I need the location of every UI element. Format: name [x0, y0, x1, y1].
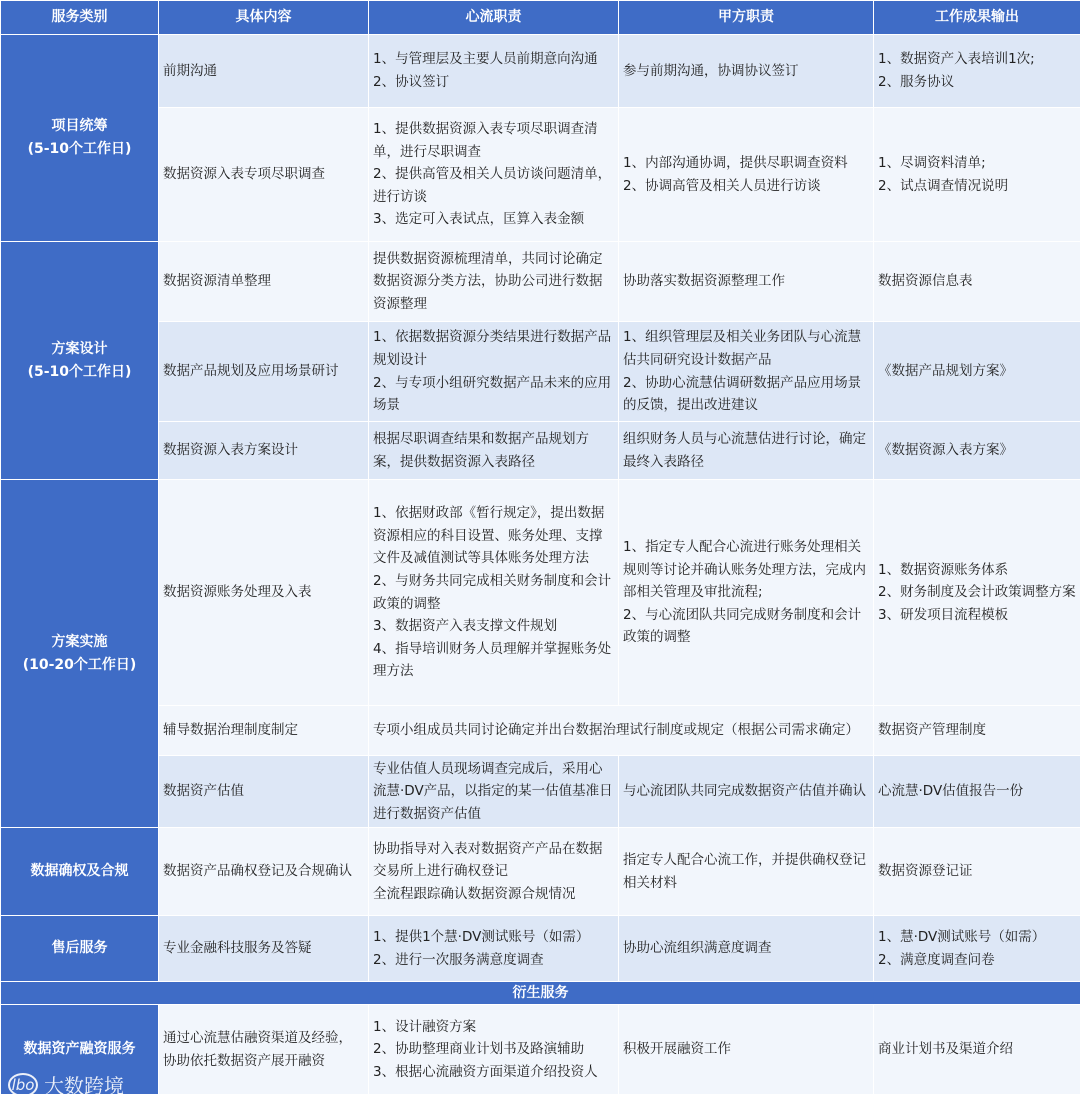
cell-line: 1、依据财政部《暂行规定》，提出数据资源相应的科目设置、账务处理、支撑文件及减值测试等具体账务处理方法: [373, 505, 605, 567]
cell-line: (5-10个工作日): [27, 141, 132, 157]
output-cell: [874, 108, 1080, 242]
output-cell: [874, 35, 1080, 108]
xinliu-cell: [369, 480, 619, 706]
cell-line: 组织财务人员与心流慧估进行讨论，确定最终入表路径: [623, 430, 866, 470]
category-cell: [1, 35, 159, 242]
cell-line: 1、提供数据资源入表专项尽职调查清单，进行尽职调查: [373, 121, 598, 160]
cell-line: 方案实施: [51, 633, 108, 650]
cell-line: 指定专人配合心流工作，并提供确权登记相关材料: [623, 851, 866, 891]
cell-line: 1、尽调资料清单;: [878, 154, 986, 171]
cell-line: 2、协调高管及相关人员进行访谈: [623, 177, 821, 194]
client-cell: [619, 916, 874, 982]
content-cell: 前期沟通: [159, 35, 369, 108]
content-cell: 辅导数据治理制度制定: [159, 706, 369, 756]
cell-line: 2、提供高管及相关人员访谈问题清单，进行访谈: [373, 166, 612, 205]
xinliu-cell: [369, 108, 619, 242]
client-cell: [619, 480, 874, 706]
brand-logo-icon: lbo: [8, 1073, 38, 1097]
cell-line: (10-20个工作日): [22, 656, 137, 673]
cell-line: 2、服务协议: [878, 74, 955, 90]
output-cell: [874, 756, 1080, 828]
content-cell: 数据资产估值: [159, 756, 369, 828]
cell-line: 心流慧·DV估值报告一份: [878, 783, 1024, 800]
xinliu-cell: [369, 322, 619, 422]
header-row: [1, 1, 1080, 35]
cell-line: 2、试点调查情况说明: [878, 177, 1009, 194]
table-row: [1, 242, 1080, 322]
client-cell: [619, 108, 874, 242]
cell-line: 协助心流组织满意度调查: [623, 940, 772, 957]
cell-line: 数据资产管理制度: [878, 722, 986, 739]
xinliu-cell: [369, 35, 619, 108]
client-cell: [619, 756, 874, 828]
cell-line: 商业计划书及渠道介绍: [878, 1041, 1013, 1058]
content-cell: 通过心流慧估融资渠道及经验，协助依托数据资产展开融资: [159, 1005, 369, 1095]
cell-line: 3、根据心流融资方面渠道介绍投资人: [373, 1063, 598, 1080]
cell-line: 根据尽职调查结果和数据产品规划方案，提供数据资源入表路径: [373, 430, 589, 470]
table-row: [1, 1005, 1080, 1095]
header-content: 具体内容: [159, 1, 369, 35]
cell-line: 2、协议签订: [373, 74, 450, 90]
xinliu-cell: [369, 828, 619, 916]
cell-line: 3、选定可入表试点，匡算入表金额: [373, 211, 585, 228]
xinliu-cell: [369, 242, 619, 322]
cell-line: (5-10个工作日): [27, 363, 132, 380]
cell-line: 提供数据资源梳理清单，共同讨论确定数据资源分类方法，协助公司进行数据资源整理: [373, 250, 603, 312]
cell-line: 1、提供1个慧·DV测试账号（如需）: [373, 928, 590, 945]
client-cell: [619, 422, 874, 480]
cell-line: 参与前期沟通，协调协议签订: [623, 62, 799, 79]
cell-line: 全流程跟踪确认数据资源合规情况: [373, 885, 576, 902]
cell-line: 4、指导培训财务人员理解并掌握账务处理方法: [373, 640, 612, 680]
xinliu-cell: [369, 1005, 619, 1095]
xinliu-cell: [369, 422, 619, 480]
content-cell: 数据资源账务处理及入表: [159, 480, 369, 706]
cell-line: 方案设计: [51, 340, 108, 357]
cell-line: 专业估值人员现场调查完成后，采用心流慧·DV产品，以指定的某一估值基准日进行数据资产估值: [373, 760, 613, 822]
output-cell: [874, 828, 1080, 916]
derived-services-row: [1, 982, 1080, 1005]
cell-line: 积极开展融资工作: [623, 1041, 731, 1058]
cell-line: 2、协助整理商业计划书及路演辅助: [373, 1041, 585, 1058]
cell-line: 2、与财务共同完成相关财务制度和会计政策的调整: [373, 572, 612, 612]
table-row: [1, 828, 1080, 916]
cell-line: 1、设计融资方案: [373, 1018, 477, 1035]
cell-line: 《数据资源入表方案》: [878, 442, 1013, 459]
client-cell: [619, 322, 874, 422]
cell-line: 2、与心流团队共同完成财务制度和会计政策的调整: [623, 606, 862, 646]
cell-line: 1、依据数据资源分类结果进行数据产品规划设计: [373, 329, 612, 368]
cell-line: 2、财务制度及会计政策调整方案: [878, 584, 1076, 601]
client-cell: [619, 1005, 874, 1095]
cell-line: 协助落实数据资源整理工作: [623, 273, 785, 290]
cell-line: 3、研发项目流程模板: [878, 606, 1009, 623]
header-xinliu: 心流职责: [369, 1, 619, 35]
cell-line: 1、内部沟通协调，提供尽职调查资料: [623, 154, 848, 171]
table-row: [1, 322, 1080, 422]
xinliu-cell: [369, 756, 619, 828]
category-cell: [1, 916, 159, 982]
cell-line: 3、数据资产入表支撑文件规划: [373, 618, 558, 635]
header-client: 甲方职责: [619, 1, 874, 35]
cell-line: 协助指导对入表对数据资产产品在数据交易所上进行确权登记: [373, 840, 603, 880]
category-cell: [1, 242, 159, 480]
cell-line: 《数据产品规划方案》: [878, 363, 1013, 380]
cell-line: 数据资源登记证: [878, 863, 973, 880]
xinliu-cell: [369, 916, 619, 982]
client-cell: [619, 242, 874, 322]
cell-line: 与心流团队共同完成数据资产估值并确认: [623, 783, 866, 800]
client-cell: [619, 35, 874, 108]
output-cell: [874, 1005, 1080, 1095]
cell-line: 1、组织管理层及相关业务团队与心流慧估共同研究设计数据产品: [623, 329, 862, 368]
merged-duty-cell: 专项小组成员共同讨论确定并出台数据治理试行制度或规定（根据公司需求确定）: [369, 706, 874, 756]
table-row: [1, 422, 1080, 480]
derived-services-title: 衍生服务: [1, 982, 1080, 1005]
table-row: [1, 35, 1080, 108]
cell-line: 2、与专项小组研究数据产品未来的应用场景: [373, 374, 612, 414]
output-cell: [874, 706, 1080, 756]
output-cell: [874, 480, 1080, 706]
table-row: [1, 756, 1080, 828]
cell-line: 2、满意度调查问卷: [878, 951, 995, 968]
cell-line: 售后服务: [51, 940, 108, 957]
cell-line: 1、数据资产入表培训1次;: [878, 51, 1035, 68]
content-cell: 专业金融科技服务及答疑: [159, 916, 369, 982]
cell-line: 1、与管理层及主要人员前期意向沟通: [373, 51, 598, 68]
table-row: [1, 916, 1080, 982]
table-row: [1, 108, 1080, 242]
content-cell: 数据资源入表方案设计: [159, 422, 369, 480]
content-cell: 数据产品规划及应用场景研讨: [159, 322, 369, 422]
watermark: [8, 1070, 124, 1099]
watermark-text: 大数跨境: [44, 1074, 124, 1098]
content-cell: 数据资源入表专项尽职调查: [159, 108, 369, 242]
table-row: [1, 480, 1080, 706]
cell-line: 1、数据资源账务体系: [878, 561, 1009, 578]
output-cell: [874, 916, 1080, 982]
cell-line: 数据确权及合规: [30, 863, 129, 880]
cell-line: 2、协助心流慧估调研数据产品应用场景的反馈，提出改进建议: [623, 374, 862, 414]
content-cell: 数据资产品确权登记及合规确认: [159, 828, 369, 916]
client-cell: [619, 828, 874, 916]
output-cell: [874, 242, 1080, 322]
output-cell: [874, 422, 1080, 480]
cell-line: 数据资源信息表: [878, 273, 973, 290]
table-row: [1, 706, 1080, 756]
cell-line: 数据资产融资服务: [23, 1041, 136, 1058]
category-cell: [1, 828, 159, 916]
cell-line: 1、指定专人配合心流进行账务处理相关规则等讨论并确认账务处理方法，完成内部相关管理及审批流程;: [623, 539, 866, 601]
category-cell: [1, 480, 159, 828]
output-cell: [874, 322, 1080, 422]
header-category: 服务类别: [1, 1, 159, 35]
cell-line: 1、慧·DV测试账号（如需）: [878, 928, 1046, 945]
header-output: 工作成果输出: [874, 1, 1080, 35]
content-cell: 数据资源清单整理: [159, 242, 369, 322]
cell-line: 2、进行一次服务满意度调查: [373, 951, 544, 968]
cell-line: 项目统筹: [51, 118, 108, 135]
